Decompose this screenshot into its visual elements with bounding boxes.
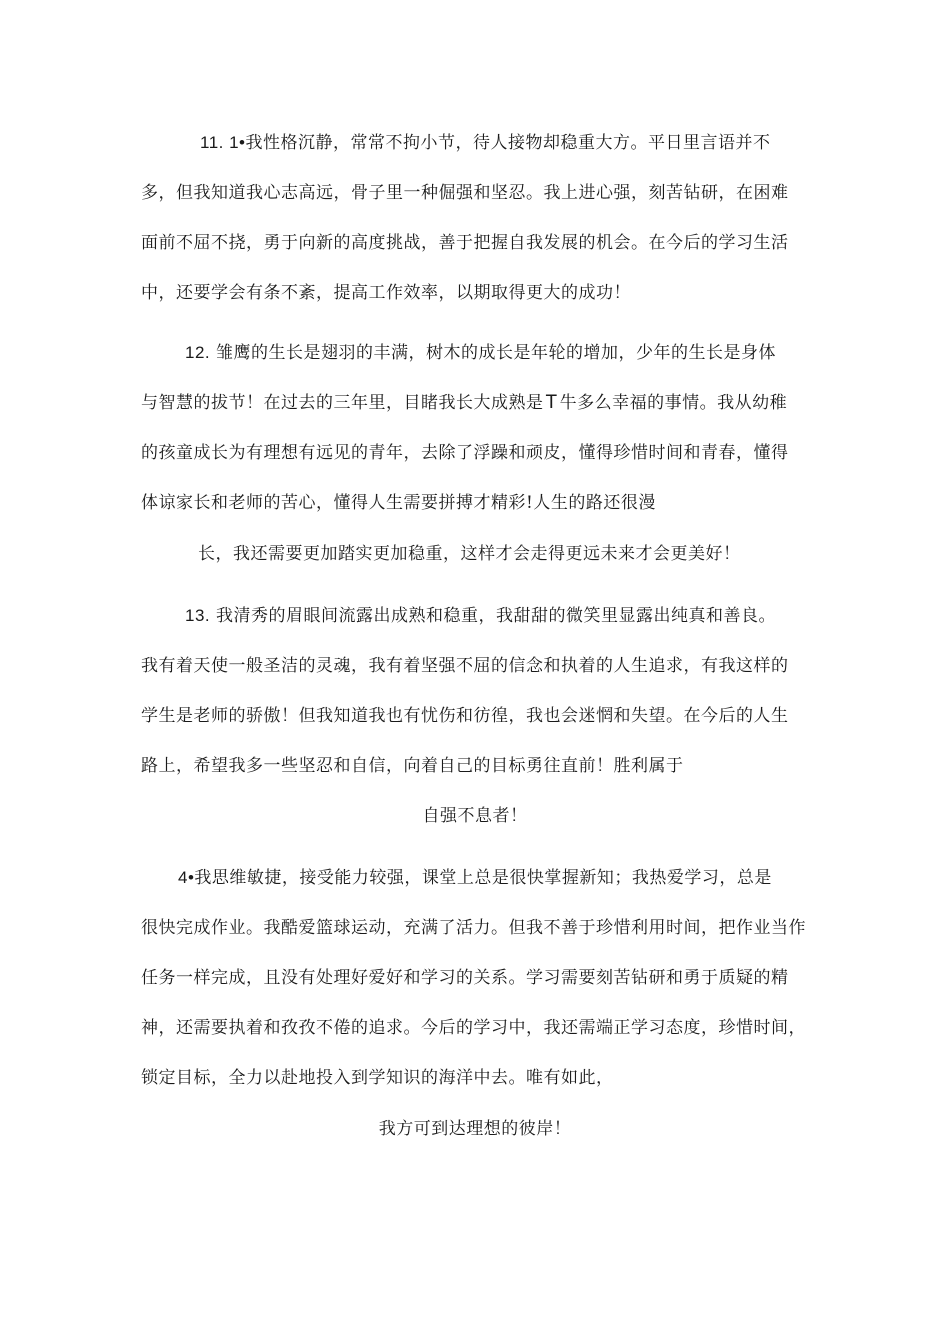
paragraph-11-line-2: 多，但我知道我心志高远，骨子里一种倔强和坚忍。我上进心强，刻苦钻研，在困难 [141,183,789,203]
paragraph-12-line-5: 长，我还需要更加踏实更加稳重，这样才会走得更远未来才会更美好！ [198,544,741,564]
paragraph-12-line-2: 与智慧的拔节！在过去的三年里，目睹我长大成熟是 T 牛多么幸福的事情。我从幼稚 [141,392,788,413]
paragraph-4-line-5: 锁定目标，全力以赴地投入到学知识的海洋中去。唯有如此， [141,1068,614,1088]
paragraph-4-line-2: 很快完成作业。我酷爱篮球运动，充满了活力。但我不善于珍惜利用时间，把作业当作 [141,918,806,938]
paragraph-4-line-3: 任务一样完成，且没有处理好爱好和学习的关系。学习需要刻苦钻研和勇于质疑的精 [141,968,789,988]
paragraph-13-line-2: 我有着天使一般圣洁的灵魂，我有着坚强不屈的信念和执着的人生追求，有我这样的 [141,656,789,676]
inline-letter: T [545,392,558,413]
paragraph-12-number: 12. [185,343,211,362]
paragraph-12-line-1: 12. 雏鹰的生长是翅羽的丰满，树木的成长是年轮的增加，少年的生长是身体 [185,343,777,363]
paragraph-4-line-4: 神，还需要执着和孜孜不倦的追求。今后的学习中，我还需端正学习态度，珍惜时间， [141,1018,806,1038]
paragraph-11-number: 11. 1• [200,133,246,152]
paragraph-12-line-4: 体谅家长和老师的苦心，懂得人生需要拼搏才精彩!人生的路还很漫 [141,493,656,513]
paragraph-13-line-3: 学生是老师的骄傲！但我知道我也有忧伤和彷徨，我也会迷惘和失望。在今后的人生 [141,706,789,726]
paragraph-12-line-3: 的孩童成长为有理想有远见的青年，去除了浮躁和顽皮，懂得珍惜时间和青春，懂得 [141,443,789,463]
paragraph-4-line-6: 我方可到达理想的彼岸！ [378,1119,572,1139]
paragraph-13-number: 13. [185,606,211,625]
paragraph-4-line-1: 4•我思维敏捷，接受能力较强，课堂上总是很快掌握新知；我热爱学习，总是 [178,868,772,888]
paragraph-11-line-4: 中，还要学会有条不紊，提高工作效率，以期取得更大的成功！ [141,283,631,303]
paragraph-13-line-1: 13. 我清秀的眉眼间流露出成熟和稳重，我甜甜的微笑里显露出纯真和善良。 [185,606,777,626]
paragraph-13-line-4: 路上，希望我多一些坚忍和自信，向着自己的目标勇往直前！胜利属于 [141,756,684,776]
paragraph-11-line-1: 11. 1•我性格沉静，常常不拘小节，待人接物却稳重大方。平日里言语并不 [200,133,771,153]
paragraph-13-line-5: 自强不息者！ [422,806,528,826]
paragraph-11-line-3: 面前不屈不挠，勇于向新的高度挑战，善于把握自我发展的机会。在今后的学习生活 [141,233,789,253]
paragraph-4-number: 4• [178,868,195,887]
